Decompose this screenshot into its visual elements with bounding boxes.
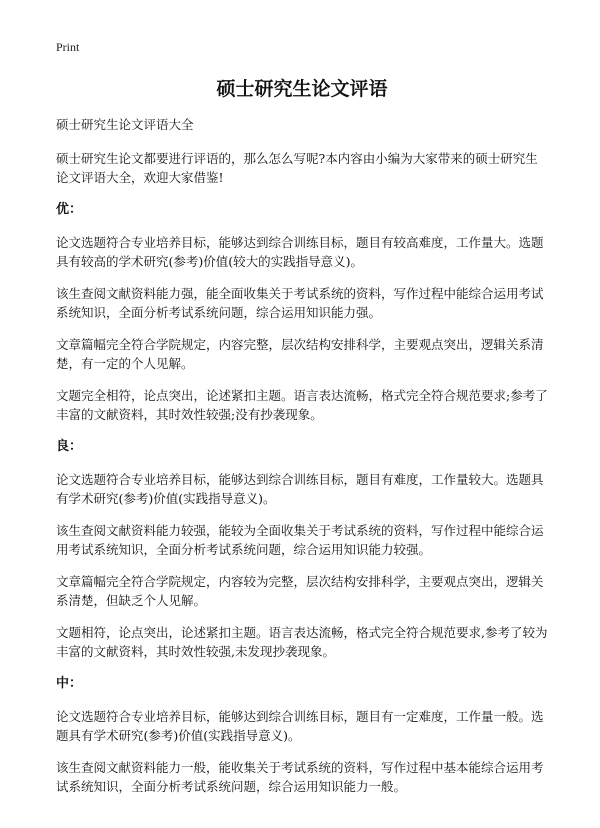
section-paragraph: 论文选题符合专业培养目标，能够达到综合训练目标，题目有难度，工作量较大。选题具有学术研究(参考)价值(实践指导意义)。 bbox=[56, 472, 544, 506]
section-paragraph: 论文选题符合专业培养目标，能够达到综合训练目标，题目有较高难度，工作量大。选题具有较高的学术研究(参考)价值(较大的实践指导意义)。 bbox=[56, 235, 544, 269]
section-paragraph: 该生查阅文献资料能力较强，能较为全面收集关于考试系统的资料，写作过程中能综合运用考试系统知识，全面分析考试系统问题，综合运用知识能力较强。 bbox=[56, 523, 544, 557]
section-paragraph: 文章篇幅完全符合学院规定，内容完整，层次结构安排科学，主要观点突出，逻辑关系清楚，有一定的个人见解。 bbox=[56, 337, 544, 371]
section-excellent bbox=[56, 200, 548, 424]
section-paragraph: 该生查阅文献资料能力强，能全面收集关于考试系统的资料，写作过程中能综合运用考试系统知识，全面分析考试系统问题，综合运用知识能力强。 bbox=[56, 286, 544, 320]
section-paragraph: 该生查阅文献资料能力一般，能收集关于考试系统的资料，写作过程中基本能综合运用考试系统知识，全面分析考试系统问题，综合运用知识能力一般。 bbox=[56, 760, 544, 794]
section-paragraph: 文题完全相符，论点突出，论述紧扣主题。语言表达流畅，格式完全符合规范要求;参考了丰富的文献资料，其时效性较强;没有抄袭现象。 bbox=[56, 388, 548, 422]
print-label: Print bbox=[56, 40, 80, 54]
section-heading: 优： bbox=[56, 202, 83, 217]
section-paragraph: 文章篇幅完全符合学院规定，内容较为完整，层次结构安排科学，主要观点突出，逻辑关系清楚，但缺乏个人见解。 bbox=[56, 574, 544, 608]
section-paragraph: 论文选题符合专业培养目标，能够达到综合训练目标，题目有一定难度，工作量一般。选题具有学术研究(参考)价值(实践指导意义)。 bbox=[56, 709, 544, 743]
section-paragraph: 文题相符，论点突出，论述紧扣主题。语言表达流畅，格式完全符合规范要求,参考了较为丰富的文献资料，其时效性较强,未发现抄袭现象。 bbox=[56, 625, 548, 659]
document-title: 硕士研究生论文评语 bbox=[216, 78, 388, 100]
section-heading: 良： bbox=[56, 439, 83, 454]
intro-paragraph: 硕士研究生论文都要进行评语的，那么怎么写呢?本内容由小编为大家带来的硕士研究生论文评语大全，欢迎大家借鉴! bbox=[56, 151, 538, 185]
section-heading: 中： bbox=[56, 676, 83, 691]
section-medium bbox=[56, 674, 548, 796]
document-subtitle: 硕士研究生论文评语大全 bbox=[56, 117, 194, 132]
section-good bbox=[56, 437, 548, 661]
